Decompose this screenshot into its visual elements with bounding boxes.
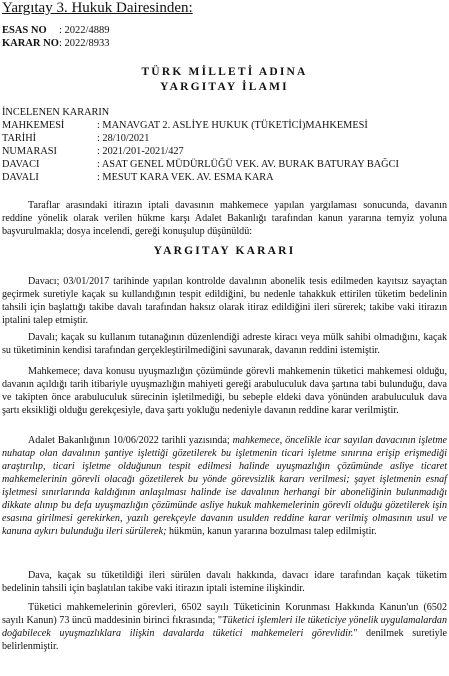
paragraph-court-decision: Mahkemece; dava konusu uyuşmazlığın çözümünde görevli mahkemenin tüketici mahkemesi olduğu, davanın açıldığı tarih itibariyle uyuşmazlığın mahiyeti gereği arabuluculuk dava şartına tabi bulunduğu, dava ve takipten önce arabuluculuk sürecinin işletilmediği, bu sebeple eldeki dava yönünden arabuluculuk dava şartı eksikliği olduğu gerekçesiyle, dava şartı yokluğu nedeniyle davanın reddine karar verilmiştir. xyxy=(2,366,447,416)
karar-no-label: KARAR NO xyxy=(2,38,59,49)
date-value: : 28/10/2021 xyxy=(97,133,150,144)
defendant-label: DAVALI xyxy=(2,172,39,183)
karar-title: YARGITAY KARARI xyxy=(153,245,296,257)
chamber-header: Yargıtay 3. Hukuk Dairesinden: xyxy=(2,0,193,16)
ilam-title: YARGITAY İLAMI xyxy=(160,81,289,93)
paragraph-defendant-defense: Davalı; kaçak su kullanım tutanağının düzenlendiği adreste kiracı veya mülk sahibi olmadığını, kaçak su tüketiminin kendisi tarafından gerçekleştirilmediğini savunarak, davanın reddini istemiştir. xyxy=(2,332,447,356)
court-label: MAHKEMESİ xyxy=(2,120,65,131)
intro-paragraph: Taraflar arasındaki itirazın iptali davasının mahkemece yapılan yargılaması sonucunda, davanın reddine yönelik olarak verilen hükme karşı Adalet Bakanlığı tarafından kanun yararına temyiz yoluna başvurulmakla; dosya incelendi, gereği konuşulup düşünüldü: xyxy=(2,200,447,237)
court-value: : MANAVGAT 2. ASLİYE HUKUK (TÜKETİCİ)MAHKEMESİ xyxy=(97,120,368,131)
paragraph-ministry-letter: Adalet Bakanlığının 10/06/2022 tarihli yazısında; mahkemece, öncelikle icar sayılan davacının işletme nuhatap olan davalının şantiye işlettiği gözetilerek bu işletmenin ticari işletme sınırına erişip erişmediği araştırılıp, ticari işletme olduğunun tespit edilmesi halinde uyuşmazlığın çözümünde asliye ticaret mahkemelerinin görevli olacağı gözetilerek bu yönde görevsizlik kararı verilmesi; şayet işletmenin esnaf işletmesi sınırlarında kaldığının anlaşılması halinde ise davalının herhangi bir aboneliğinin bulunmadığı dikkate alınıp bu defa uyuşmazlığın çözümünde asliye hukuk mahkemelerinin görevli olduğu gözetilerek işin esasına girilmesi gerekirken, yazılı gerekçeyle davanın usulden reddine karar verilmiş olmasının usul ve kanuna aykırı bulunduğu ileri sürülerek; hükmün, kanun yararına bozulması talep edilmiştir. xyxy=(2,435,447,537)
number-label: NUMARASI xyxy=(2,146,57,157)
plaintiff-label: DAVACI xyxy=(2,159,40,170)
reviewed-decision-heading: İNCELENEN KARARIN xyxy=(2,107,110,118)
defendant-value: : MESUT KARA VEK. AV. ESMA KARA xyxy=(97,172,274,183)
plaintiff-value: : ASAT GENEL MÜDÜRLÜĞÜ VEK. AV. BURAK BATURAY BAĞCI xyxy=(97,159,399,170)
number-value: : 2021/201-2021/427 xyxy=(97,146,184,157)
esas-no-value: : 2022/4889 xyxy=(59,25,110,36)
paragraph-dispute-subject: Dava, kaçak su tüketildiği ileri sürülen davalı hakkında, davacı idare tarafından kaçak tüketim bedelinin tahsili için başlatılan takibe vaki itirazın iptali istemine ilişkindir. xyxy=(2,570,447,594)
paragraph-consumer-court-duties: Tüketici mahkemelerinin görevleri, 6502 sayılı Tüketicinin Korunması Hakkında Kanun'un (6502 sayılı Kanun) 73 üncü maddesinin birinci fıkrasında; "Tüketici işlemleri ile tüketiciye yönelik uygulamalardan doğabilecek uyuşmazlıklara ilişkin davalarda tüketici mahkemeleri görevlidir." denilmek suretiyle belirlenmiştir. xyxy=(2,602,447,652)
karar-no-value: : 2022/8933 xyxy=(59,38,110,49)
esas-no-label: ESAS NO xyxy=(2,25,47,36)
nation-title: TÜRK MİLLETİ ADINA xyxy=(141,66,308,78)
date-label: TARİHİ xyxy=(2,133,37,144)
paragraph-plaintiff-claim: Davacı; 03/01/2017 tarihinde yapılan kontrolde davalının abonelik tesis edilmeden kayıtsız sayaçtan geçirmek suretiyle kaçak su kullandığının tespit edildiğini, bu nedenle tahakkuk ettirilen tüketim bedelinin tahsili için başlattığı takibe davalı tarafından haksız olarak itiraz edildiğini ileri sürerek; takibe vaki itirazın iptalini talep etmiştir. xyxy=(2,276,447,326)
